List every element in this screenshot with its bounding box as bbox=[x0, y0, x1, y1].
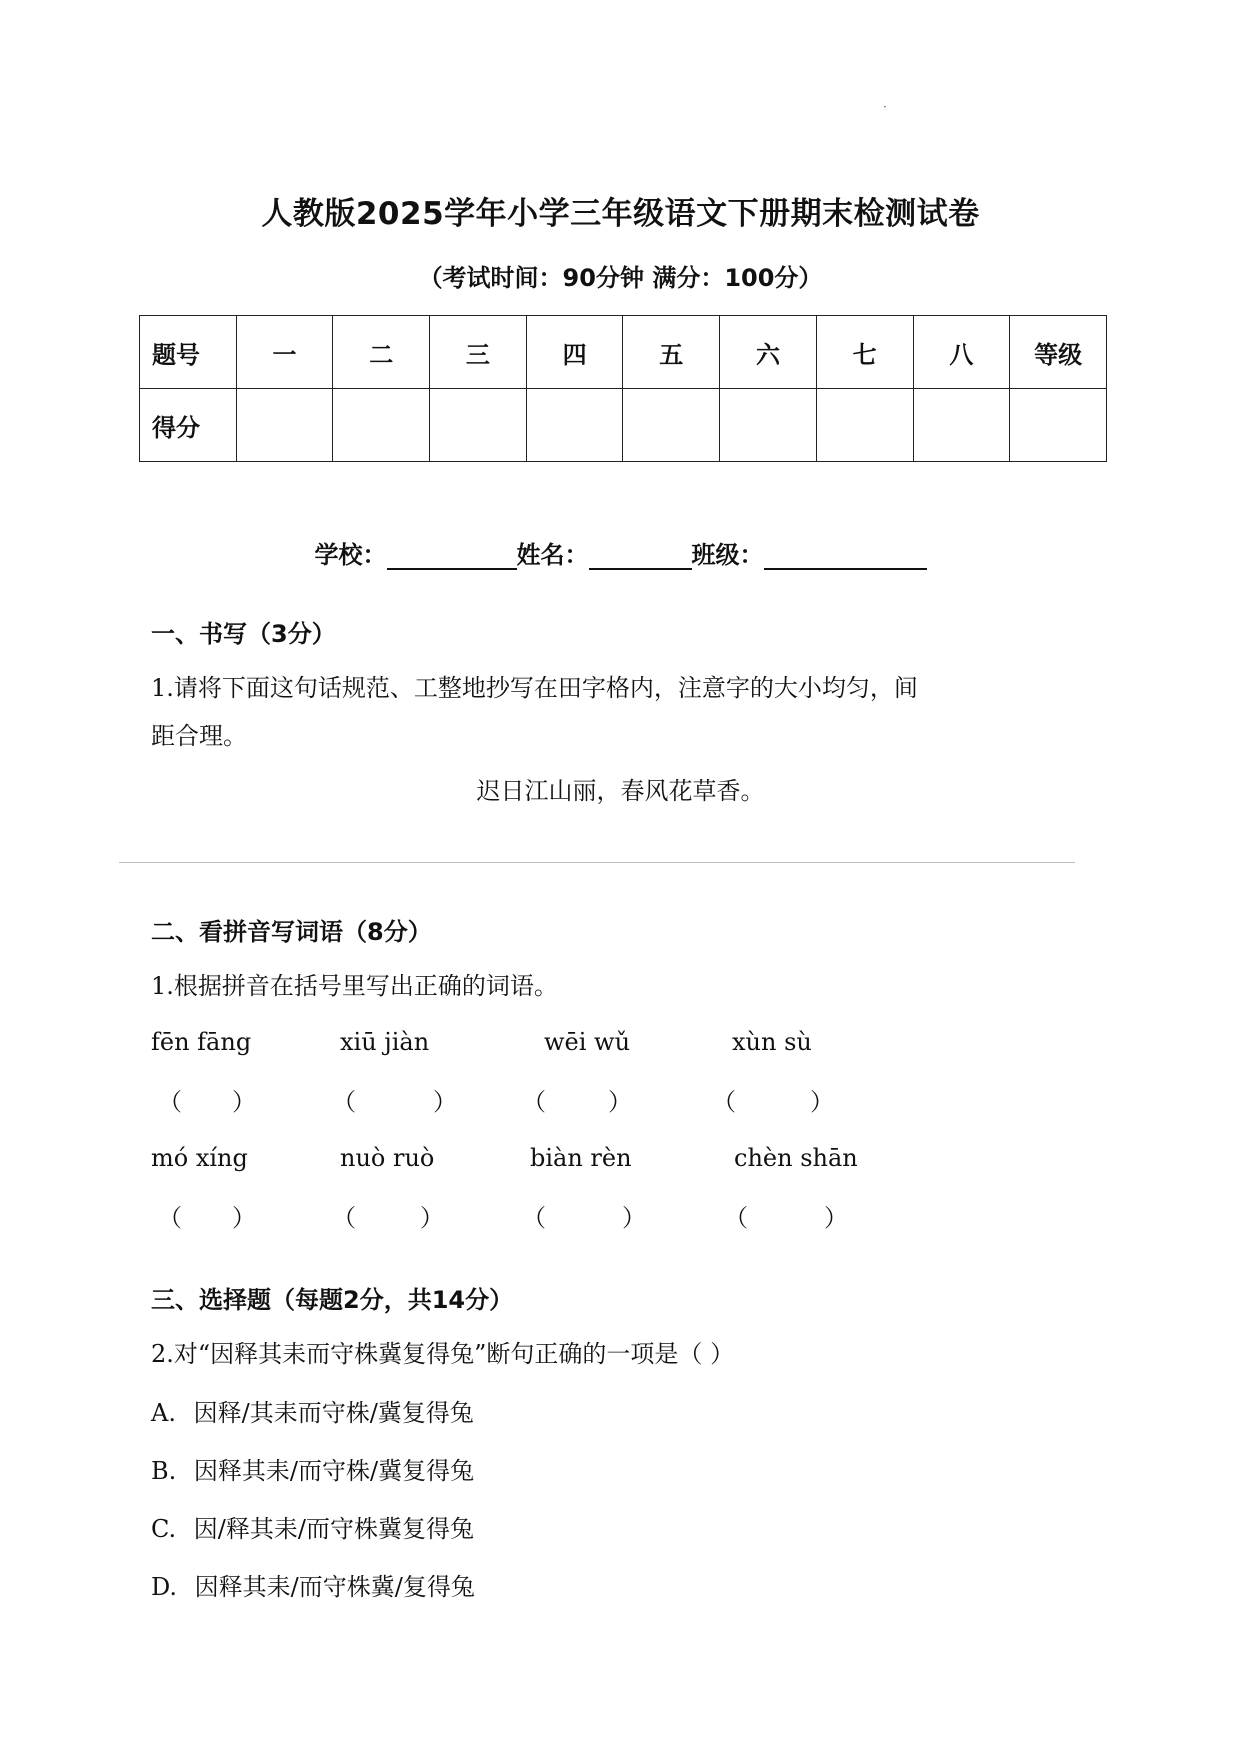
answer-paren-close: ） bbox=[810, 1088, 834, 1116]
option-text: 因释其耒/而守株冀/复得兔 bbox=[194, 1573, 475, 1601]
name-blank[interactable] bbox=[589, 542, 692, 570]
pinyin-word: chèn shān bbox=[734, 1144, 858, 1172]
score-cell[interactable] bbox=[720, 389, 817, 462]
score-table-score-row bbox=[140, 389, 1107, 462]
score-cell[interactable] bbox=[913, 389, 1010, 462]
score-cell[interactable] bbox=[333, 389, 430, 462]
answer-paren-open: （ bbox=[724, 1204, 748, 1232]
pinyin-word: wēi wǔ bbox=[544, 1028, 631, 1056]
score-cell[interactable] bbox=[236, 389, 333, 462]
score-cell[interactable] bbox=[526, 389, 623, 462]
score-table-column-header: 五 bbox=[623, 316, 720, 389]
score-table-column-header: 八 bbox=[913, 316, 1010, 389]
class-label: 班级： bbox=[691, 541, 764, 569]
pinyin-word: xùn sù bbox=[732, 1028, 812, 1056]
section-divider bbox=[119, 862, 1075, 863]
choice-option-d[interactable] bbox=[151, 1563, 475, 1611]
answer-paren-close: ） bbox=[232, 1088, 256, 1116]
pinyin-word: fēn fāng bbox=[151, 1028, 252, 1056]
answer-paren-open: （ bbox=[522, 1204, 546, 1232]
score-table-column-header: 四 bbox=[526, 316, 623, 389]
answer-paren-open: （ bbox=[712, 1088, 736, 1116]
header-dot: · bbox=[883, 100, 887, 114]
copy-poem: 迟日江山丽，春风花草香。 bbox=[476, 777, 765, 805]
section-2-heading: 二、看拼音写词语（8分） bbox=[151, 918, 432, 946]
score-table-column-header: 一 bbox=[236, 316, 333, 389]
answer-paren-close: ） bbox=[824, 1204, 848, 1232]
answer-paren-open: （ bbox=[332, 1088, 356, 1116]
section-1-question-line-2: 距合理。 bbox=[151, 722, 247, 750]
answer-paren-close: ） bbox=[420, 1204, 444, 1232]
answer-paren-open: （ bbox=[158, 1204, 182, 1232]
answer-paren-close: ） bbox=[622, 1204, 646, 1232]
option-letter: B. bbox=[151, 1457, 177, 1485]
pinyin-word: xiū jiàn bbox=[340, 1028, 430, 1056]
score-cell[interactable] bbox=[623, 389, 720, 462]
score-table-row-header: 得分 bbox=[140, 389, 237, 462]
section-1-heading: 一、书写（3分） bbox=[151, 620, 336, 648]
class-blank[interactable] bbox=[764, 542, 927, 570]
option-letter: A. bbox=[151, 1399, 176, 1427]
choice-option-c[interactable] bbox=[151, 1505, 474, 1553]
answer-paren-close: ） bbox=[433, 1088, 457, 1116]
choice-option-a[interactable] bbox=[151, 1389, 474, 1437]
option-letter: D. bbox=[151, 1573, 178, 1601]
pinyin-word: nuò ruò bbox=[340, 1144, 435, 1172]
section-3-question: 2.对“因释其耒而守株冀复得兔”断句正确的一项是（ ） bbox=[151, 1340, 735, 1368]
option-text: 因/释其耒/而守株冀复得兔 bbox=[193, 1515, 474, 1543]
section-1-question bbox=[151, 664, 1091, 760]
answer-paren-open: （ bbox=[332, 1204, 356, 1232]
name-label: 姓名： bbox=[516, 541, 589, 569]
score-cell[interactable] bbox=[1010, 389, 1107, 462]
score-table-column-header: 等级 bbox=[1010, 316, 1107, 389]
option-text: 因释其耒/而守株/冀复得兔 bbox=[193, 1457, 475, 1485]
score-table bbox=[139, 315, 1107, 462]
section-2-question: 1.根据拼音在括号里写出正确的词语。 bbox=[151, 972, 558, 1000]
choice-option-b[interactable] bbox=[151, 1447, 474, 1495]
page-title: 人教版2025学年小学三年级语文下册期末检测试卷 bbox=[261, 196, 980, 232]
answer-paren-open: （ bbox=[522, 1088, 546, 1116]
score-table-row-header: 题号 bbox=[140, 316, 237, 389]
score-cell[interactable] bbox=[816, 389, 913, 462]
score-table-column-header: 二 bbox=[333, 316, 430, 389]
section-3-heading: 三、选择题（每题2分，共14分） bbox=[151, 1286, 514, 1314]
pinyin-word: mó xíng bbox=[151, 1144, 248, 1172]
pinyin-word: biàn rèn bbox=[530, 1144, 632, 1172]
student-info-line bbox=[0, 535, 1241, 570]
school-blank[interactable] bbox=[387, 542, 517, 570]
score-table-column-header: 三 bbox=[430, 316, 527, 389]
school-label: 学校： bbox=[314, 541, 387, 569]
answer-paren-close: ） bbox=[608, 1088, 632, 1116]
option-text: 因释/其耒而守株/冀复得兔 bbox=[193, 1399, 474, 1427]
score-table-header-row bbox=[140, 316, 1107, 389]
page-subtitle: （考试时间：90分钟 满分：100分） bbox=[418, 264, 823, 292]
answer-paren-open: （ bbox=[158, 1088, 182, 1116]
score-table-column-header: 七 bbox=[816, 316, 913, 389]
option-letter: C. bbox=[151, 1515, 177, 1543]
score-cell[interactable] bbox=[430, 389, 527, 462]
answer-paren-close: ） bbox=[232, 1204, 256, 1232]
section-1-question-line-1: 1.请将下面这句话规范、工整地抄写在田字格内，注意字的大小均匀，间 bbox=[151, 674, 918, 702]
score-table-column-header: 六 bbox=[720, 316, 817, 389]
